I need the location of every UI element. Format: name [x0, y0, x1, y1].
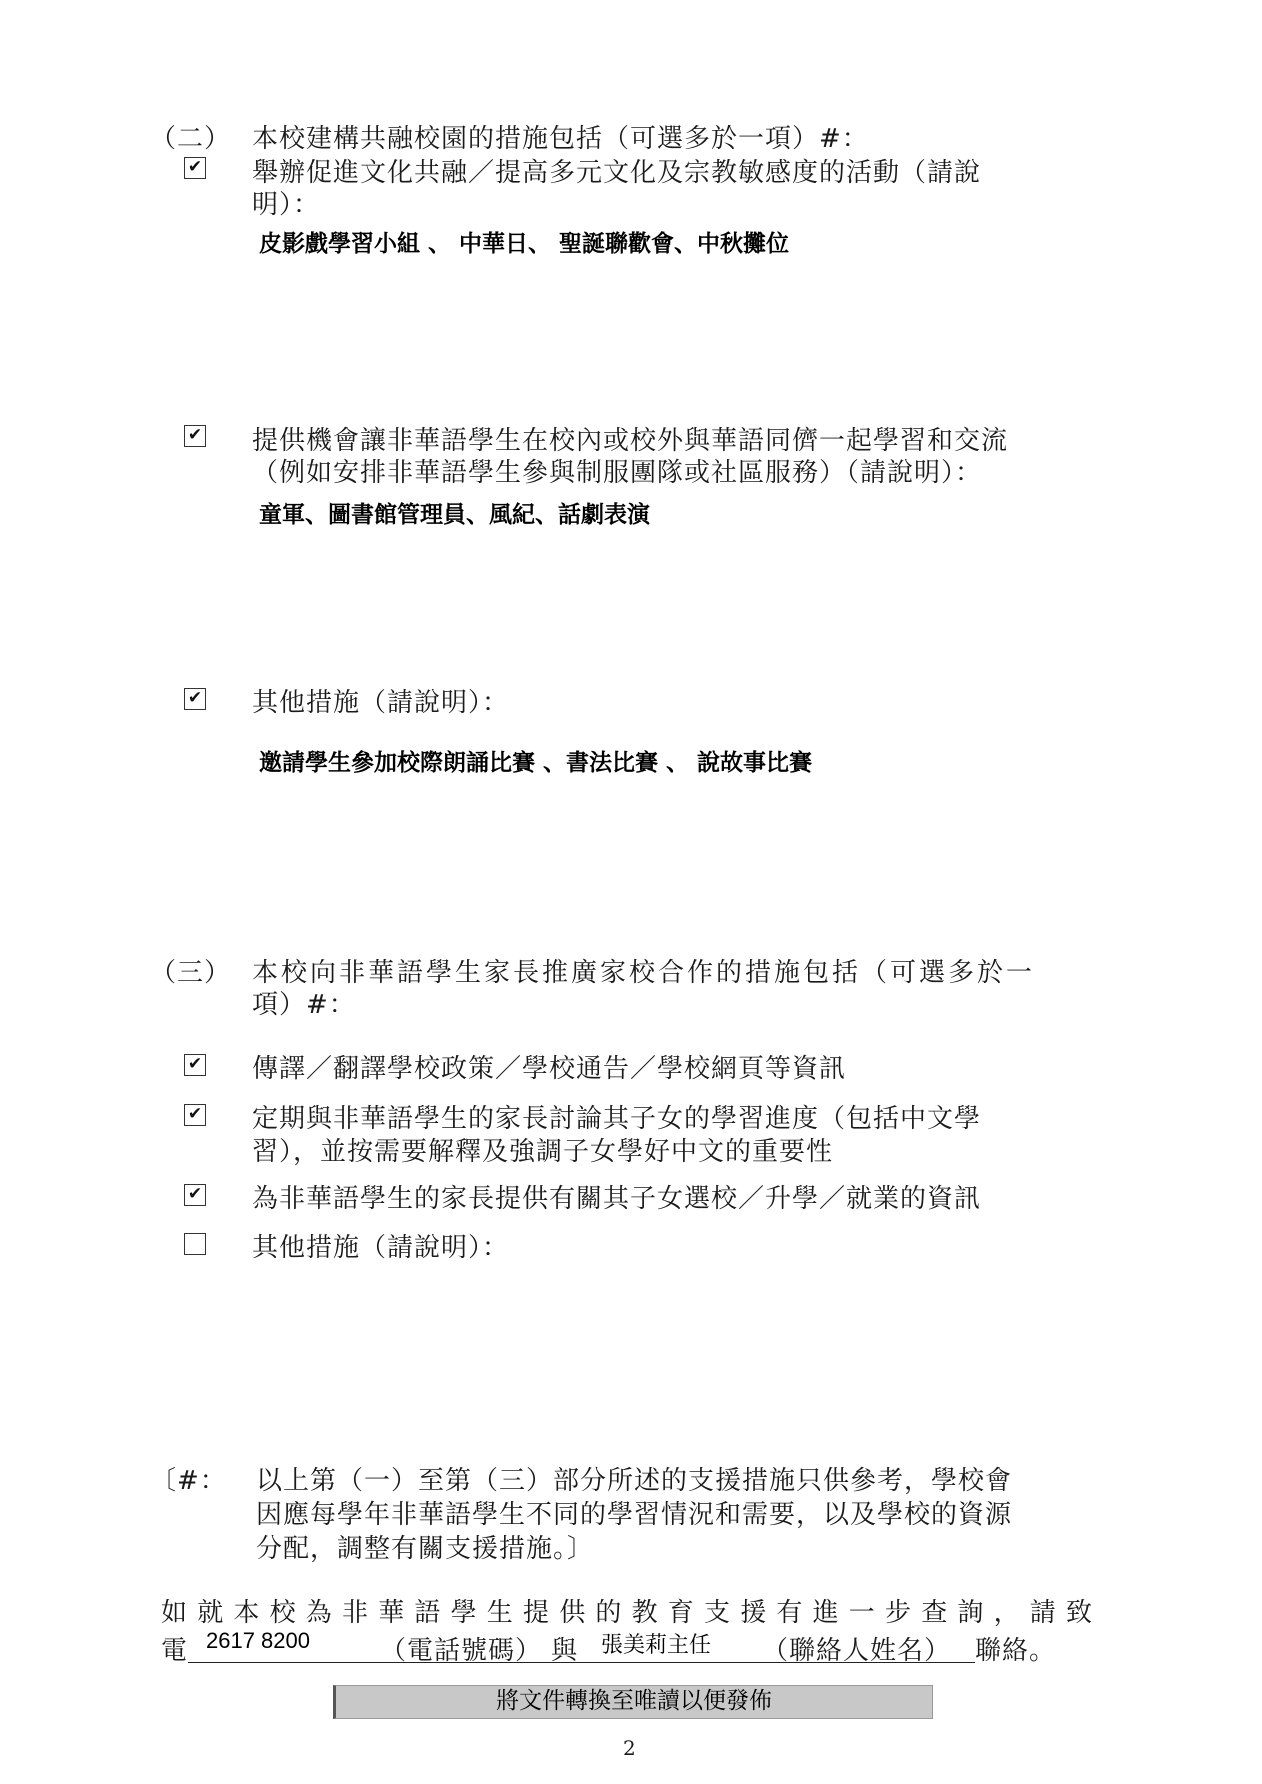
checkbox-cultural-activities[interactable]: ✔: [184, 157, 206, 179]
person-caption: （聯絡人姓名）: [762, 1636, 952, 1666]
note-line1: 以上第（一）至第（三）部分所述的支援措施只供參考，學校會: [256, 1466, 1013, 1496]
checkbox-translation[interactable]: ✔: [184, 1054, 206, 1076]
checkbox-other-measures-3[interactable]: [184, 1233, 206, 1255]
contact-line1: 如就本校為非華語學生提供的教育支援有進一步查詢，請致: [161, 1598, 1103, 1628]
checkbox-other-measures-2[interactable]: ✔: [184, 688, 206, 710]
peer-learning-label-line1: 提供機會讓非華語學生在校內或校外與華語同儕一起學習和交流: [252, 426, 1009, 456]
peer-learning-answer[interactable]: 童軍、圖書館管理員、風紀、話劇表演: [259, 502, 650, 528]
translation-label: 傳譯／翻譯學校政策／學校通告／學校網頁等資訊: [252, 1054, 847, 1084]
section-3-heading-line1: 本校向非華語學生家長推廣家校合作的措施包括（可選多於一: [252, 958, 1036, 988]
phone-caption: （電話號碼）: [380, 1636, 543, 1666]
section-2-heading: 本校建構共融校園的措施包括（可選多於一項）#：: [252, 124, 869, 154]
note-prefix: 〔#：: [150, 1466, 227, 1496]
checkbox-parent-discussion[interactable]: ✔: [184, 1104, 206, 1126]
peer-learning-label-line2: （例如安排非華語學生參與制服團隊或社區服務）（請說明）：: [252, 458, 983, 488]
convert-to-readonly-button[interactable]: 將文件轉換至唯讀以便發佈: [333, 1685, 933, 1719]
note-line3: 分配，調整有關支援措施。〕: [256, 1534, 595, 1564]
contact-joiner: 與: [551, 1636, 579, 1666]
section-3-heading-line2: 項）#：: [252, 990, 356, 1020]
parent-discussion-label-line1: 定期與非華語學生的家長討論其子女的學習進度（包括中文學: [252, 1104, 982, 1134]
cultural-activities-label-line1: 舉辦促進文化共融／提高多元文化及宗教敏感度的活動（請說: [252, 158, 982, 188]
phone-field[interactable]: 2617 8200: [206, 1628, 310, 1653]
contact-suffix: 聯絡。: [975, 1636, 1057, 1666]
contact-person-field[interactable]: 張美莉主任: [601, 1632, 712, 1657]
section-2-number: （二）: [150, 124, 232, 154]
cultural-activities-answer[interactable]: 皮影戲學習小組 、 中華日、 聖誕聯歡會、中秋攤位: [259, 231, 790, 257]
contact-prefix: 電: [161, 1636, 189, 1666]
other-measures-2-label: 其他措施（請說明）：: [252, 688, 510, 718]
section-3-number: （三）: [150, 958, 232, 988]
page-number: 2: [623, 1736, 636, 1760]
school-choice-info-label: 為非華語學生的家長提供有關其子女選校／升學／就業的資訊: [252, 1184, 982, 1214]
checkbox-school-choice-info[interactable]: ✔: [184, 1184, 206, 1206]
other-measures-2-answer[interactable]: 邀請學生參加校際朗誦比賽 、書法比賽 、 說故事比賽: [259, 750, 813, 776]
note-line2: 因應每學年非華語學生不同的學習情況和需要，以及學校的資源: [256, 1500, 1013, 1530]
checkbox-peer-learning[interactable]: ✔: [184, 425, 206, 447]
other-measures-3-label: 其他措施（請說明）：: [252, 1233, 510, 1263]
cultural-activities-label-line2: 明）：: [252, 190, 321, 220]
parent-discussion-label-line2: 習），並按需要解釋及強調子女學好中文的重要性: [252, 1137, 834, 1167]
